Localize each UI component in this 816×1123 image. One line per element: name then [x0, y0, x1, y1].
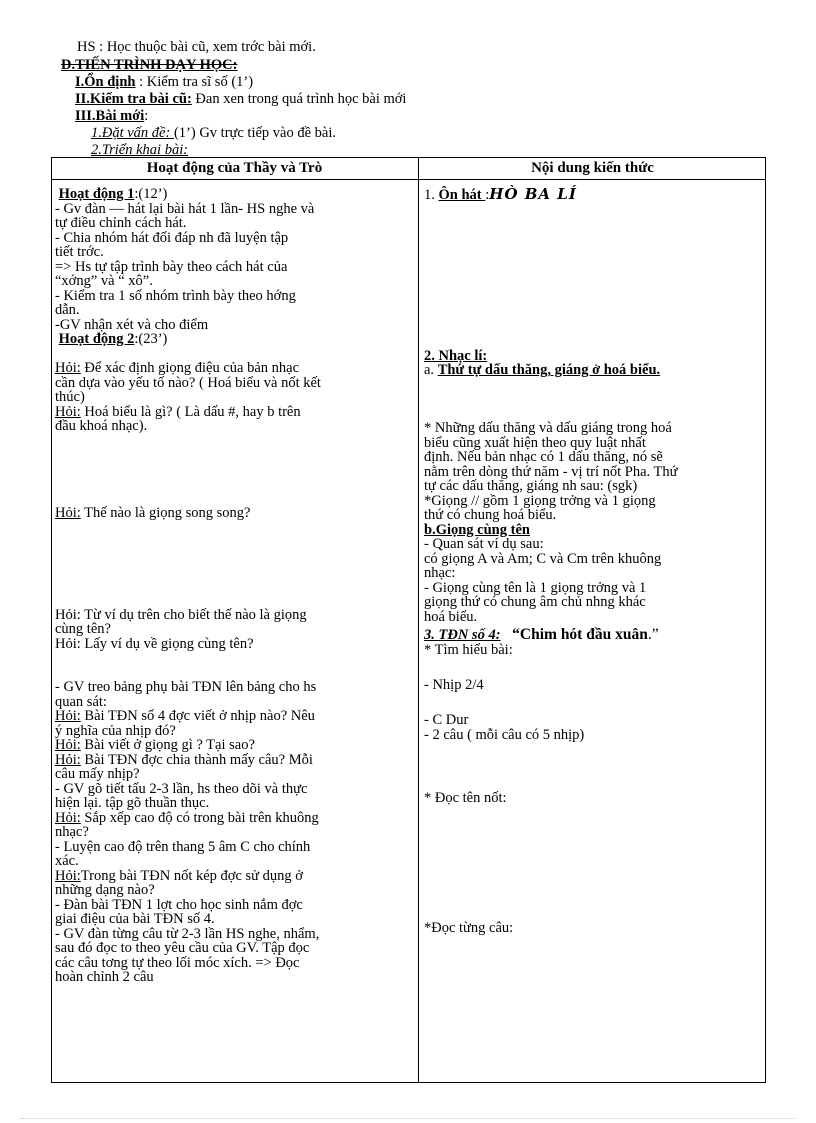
- right-line: * Tìm hiểu bài:: [424, 642, 513, 658]
- left-line: cần dựa vào yếu tố nào? ( Hoá biểu và nốt kết: [55, 374, 321, 391]
- right-line: giọng thứ có chung âm chủ nhng khác: [424, 594, 646, 610]
- left-line: “xớng” và “ xô”.: [55, 273, 153, 289]
- right-line: * Đọc tên nốt:: [424, 789, 507, 806]
- right-line: * Những dấu thăng và dấu giáng trong hoá: [424, 420, 672, 436]
- hoi-label: Hỏi:: [55, 867, 81, 884]
- right-line: nằm trên dòng thứ năm - vị trí nốt Pha. Thứ: [424, 463, 678, 480]
- right-column: [424, 187, 762, 936]
- left-line: - GV treo bảng phụ bài TĐN lên bảng cho hs: [55, 679, 317, 695]
- hd2-line: [55, 332, 415, 347]
- left-line: đầu khoá nhạc).: [55, 418, 148, 434]
- on-hat-line: [424, 187, 762, 203]
- left-line: - GV gõ tiết tấu 2-3 lần, hs theo dõi và thực: [55, 780, 308, 797]
- tdn-label: 3. TĐN số 4:: [424, 627, 501, 643]
- a-title: Thứ tự dấu thăng, giáng ở hoá biểu.: [437, 362, 661, 378]
- left-line: hiện lại. tập gõ thuần thục.: [55, 795, 210, 811]
- hoi-label: Hỏi:: [55, 737, 81, 753]
- ii-line: [75, 91, 406, 107]
- right-line: *Giọng // gồm 1 giọng trởng và 1 giọng: [424, 492, 656, 509]
- page-bottom-rule: [20, 1118, 796, 1119]
- a-line: [424, 363, 762, 378]
- left-line: - Đàn bài TĐN 1 lợt cho học sinh nắm đợc: [55, 896, 303, 913]
- left-line: tiết trớc.: [55, 244, 104, 260]
- tdn-end: .”: [647, 626, 659, 643]
- column-separator: [418, 157, 419, 1083]
- right-line: biểu cũng xuất hiện theo quy luật nhất: [424, 434, 646, 451]
- question-text: Hoá biểu là gì? ( Là dấu #, hay b trên: [80, 403, 301, 420]
- left-line: - Chia nhóm hát đối đáp nh đã luyện tập: [55, 229, 289, 246]
- question-text: Để xác định giọng điệu của bản nhạc: [80, 360, 300, 376]
- left-line: giai điệu của bài TĐN số 4.: [55, 911, 215, 927]
- right-line: thứ có chung hoá biểu.: [424, 507, 557, 523]
- header-separator: [51, 179, 766, 180]
- left-line: nhạc?: [55, 824, 89, 840]
- right-line: - Giọng cùng tên là 1 giọng trởng và 1: [424, 579, 647, 596]
- left-line: tự điều chỉnh cách hát.: [55, 215, 187, 231]
- on-num: 1.: [424, 187, 439, 203]
- right-line: - C Dur: [424, 712, 469, 728]
- question: [55, 405, 415, 420]
- iii-label: III.Bài mới: [75, 108, 145, 124]
- left-line: - Luyện cao độ trên thang 5 âm C cho chính: [55, 838, 311, 855]
- question-text: Thế nào là giọng song song?: [80, 505, 251, 521]
- question-text: Sắp xếp cao độ có trong bài trên khuông: [80, 809, 319, 826]
- hoi-label: Hỏi:: [55, 403, 81, 420]
- hd2-time: :(23’): [134, 331, 168, 347]
- s1-text: (1’) Gv trực tiếp vào đề bài.: [173, 125, 337, 141]
- hoi-label: Hỏi:: [55, 505, 81, 521]
- question: [55, 738, 415, 753]
- hd2-title: Hoạt động 2: [58, 331, 135, 347]
- left-line: Hỏi: Từ ví dụ trên cho biết thế nào là giọng: [55, 606, 307, 623]
- ii-label: II.Kiểm tra bài cũ:: [75, 91, 192, 107]
- right-line: - Quan sát ví dụ sau:: [424, 536, 544, 552]
- question: [55, 753, 415, 768]
- hoi-label: Hỏi:: [55, 751, 81, 768]
- question: [55, 709, 415, 724]
- question: [55, 811, 415, 826]
- left-line: dẫn.: [55, 302, 80, 318]
- tdn-line: [424, 627, 762, 643]
- question: [55, 869, 415, 884]
- question: [55, 506, 415, 521]
- right-line: *Đọc từng câu:: [424, 920, 514, 936]
- on-label: Ôn hát: [438, 187, 486, 203]
- question-text: Bài viết ở giọng gì ? Tại sao?: [80, 737, 255, 753]
- i-label: I.Ổn định: [75, 74, 136, 90]
- left-line: -GV nhận xét và cho điểm: [55, 316, 209, 333]
- question-text: Trong bài TĐN nốt kép đợc sử dụng ở: [80, 867, 303, 884]
- header-teacher-student: Hoạt động của Thầy và Trò: [146, 160, 323, 176]
- b-title: b.Giọng cùng tên: [424, 521, 530, 538]
- song-title: HÒ BA LÍ: [489, 185, 577, 203]
- left-line: cùng tên?: [55, 621, 111, 637]
- question-text: Bài TĐN số 4 đợc viết ở nhịp nào? Nêu: [80, 708, 315, 724]
- left-line: hoàn chỉnh 2 câu: [55, 969, 154, 985]
- left-line: câu mấy nhịp?: [55, 766, 140, 782]
- question: [55, 361, 415, 376]
- left-line: thúc): [55, 389, 85, 405]
- iii-colon: :: [144, 108, 149, 124]
- i-line: [75, 74, 253, 90]
- hd1-time: :(12’): [134, 186, 168, 202]
- right-line: - Nhịp 2/4: [424, 677, 484, 693]
- left-line: ý nghĩa của nhịp đó?: [55, 722, 176, 739]
- left-line: => Hs tự tập trình bày theo cách hát của: [55, 258, 288, 275]
- hd1-line: [55, 187, 415, 202]
- left-line: những dạng nào?: [55, 882, 155, 898]
- question-text: Bài TĐN đợc chia thành mấy câu? Mỗi: [80, 751, 313, 768]
- left-line: xác.: [55, 853, 79, 869]
- left-line: sau đó đọc to theo yêu cầu của GV. Tập đọc: [55, 940, 310, 956]
- s2-label: 2.Triển khai bài:: [91, 142, 189, 158]
- right-line: tự các dấu thăng, giáng nh sau: (sgk): [424, 478, 638, 494]
- tdn-title: “Chim hót đầu xuân: [512, 626, 648, 643]
- hs-line: HS : Học thuộc bài cũ, xem trớc bài mới.: [77, 39, 316, 55]
- left-line: - Kiểm tra 1 số nhóm trình bày theo hớng: [55, 287, 296, 304]
- right-line: hoá biểu.: [424, 608, 478, 625]
- on-colon: :: [485, 187, 490, 203]
- section-d-title: D.TIẾN TRÌNH DẠY HỌC:: [61, 57, 238, 73]
- s1-line: [91, 125, 336, 141]
- hoi-label: Hỏi:: [55, 708, 81, 724]
- i-text: : Kiểm tra sĩ số (1’): [135, 74, 254, 90]
- right-line: có giọng A và Am; C và Cm trên khuông: [424, 550, 662, 567]
- left-line: Hỏi: Lấy ví dụ về giọng cùng tên?: [55, 635, 254, 652]
- left-line: - GV đàn từng câu từ 2-3 lần HS nghe, nhẩm,: [55, 925, 320, 942]
- s1-label: 1.Đặt vấn đề:: [91, 125, 174, 141]
- left-line: các câu tơng tự theo lối móc xích. => Đọc: [55, 954, 300, 971]
- iii-line: [75, 108, 148, 124]
- right-line: - 2 câu ( mỗi câu có 5 nhịp): [424, 726, 585, 743]
- right-line: định. Nếu bản nhạc có 1 dấu thăng, nó sẽ: [424, 449, 663, 465]
- right-line: nhạc:: [424, 565, 456, 581]
- left-line: - Gv đàn — hát lại bài hát 1 lần- HS nghe và: [55, 200, 315, 217]
- hoi-label: Hỏi:: [55, 360, 81, 376]
- a-prefix: a.: [424, 362, 438, 378]
- left-line: quan sát:: [55, 693, 107, 710]
- header-knowledge: Nội dung kiến thức: [531, 160, 654, 176]
- hoi-label: Hỏi:: [55, 809, 81, 826]
- nhac-li-title: 2. Nhạc lí:: [424, 347, 488, 364]
- left-column: [55, 187, 415, 985]
- ii-text: Đan xen trong quá trình học bài mới: [191, 91, 407, 107]
- hd1-title: Hoạt động 1: [58, 186, 135, 202]
